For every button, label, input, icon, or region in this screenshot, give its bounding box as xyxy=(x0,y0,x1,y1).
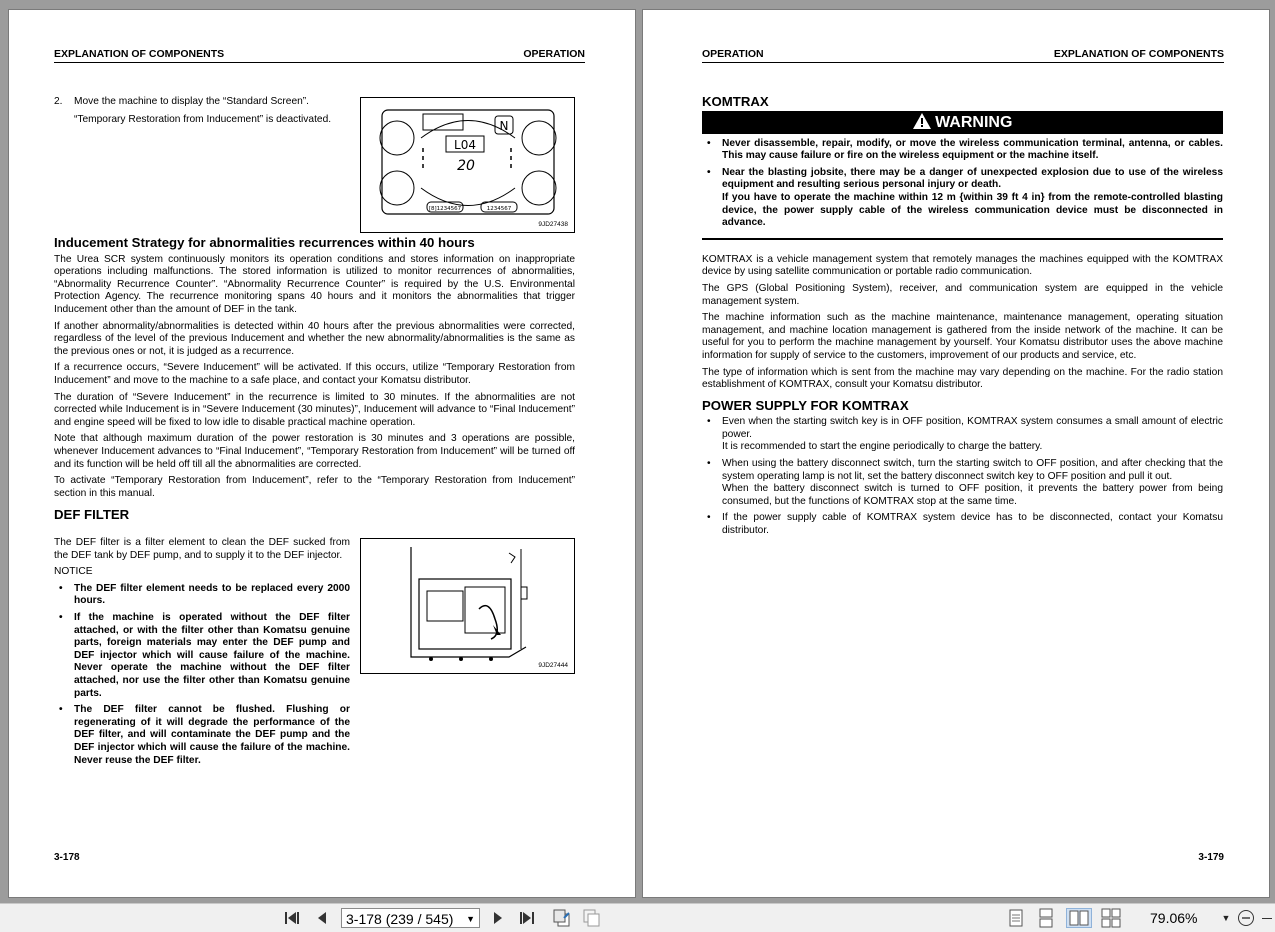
paragraph: The Urea SCR system continuously monitors its operation conditions and stores information on inappropriate operations including malfunctions. The stored information is utilized to monitor recurrences of abnormalities, “Abnormality Recurrence Counter”. “Abnormality Recurrence Counter” is required by the U.S. Environmental Protection Agency. The recurrence monitoring spans 40 hours and it monitors the abnormalities that trigger Inducement other than the amount of DEF in the tank. xyxy=(54,253,575,315)
page-header xyxy=(702,48,1224,63)
notice-list xyxy=(54,583,350,767)
warning-item: • Never disassemble, repair, modify, or move the wireless communication terminal, antenna, or cables. This may cause failure or fire on the wireless equipment or the machine itself. xyxy=(702,138,1223,163)
paragraph: The type of information which is sent from the machine may vary depending on the machine. For the radio station establishment of KOMTRAX, consult your Komatsu distributor. xyxy=(702,366,1223,391)
left-page xyxy=(9,10,635,897)
paragraph: To activate “Temporary Restoration from Inducement”, refer to the “Temporary Restoration from Inducement” section in this manual. xyxy=(54,475,575,499)
paragraph: If a recurrence occurs, “Severe Inducement” will be activated. If this occurs, utilize “Temporary Restoration from Inducement” and move to the machine to a safe place, and contact your Komatsu distributor. xyxy=(54,362,575,386)
continuous-facing-view-icon[interactable] xyxy=(1100,908,1122,928)
paragraph: The machine information such as the machine maintenance, maintenance management, operating situation management, and machine location management is gathered from the inside network of the machine. It can be useful for you to perform the machine management by yourself. Your Komatsu distributor uses the above machine information for supply of service to the customers, improvement of our products and service, etc. xyxy=(702,312,1223,361)
page-selector-value: 3-178 (239 / 545) xyxy=(346,911,454,927)
inducement-section xyxy=(54,237,575,526)
paragraph: KOMTRAX is a vehicle management system that remotely manages the machines equipped with the KOMTRAX device by using satellite communication or portable radio communication. xyxy=(702,253,1223,278)
page-number: 3-178 xyxy=(54,852,80,863)
warning-banner xyxy=(702,111,1223,134)
warning-item-text: If you have to operate the machine within 12 m {within 39 ft 4 in} from the remote-controlled blasting device, the power supply cable of the wireless communication device must be disconnected in advance. xyxy=(722,191,1223,229)
page-header xyxy=(54,48,585,63)
figure-code: 9JD27444 xyxy=(538,662,568,669)
warning-item-text: • Near the blasting jobsite, there may be a danger of unexpected explosion due to use of the wireless equipment and resulting serious personal injury or death. xyxy=(722,166,1223,191)
next-page-icon[interactable] xyxy=(489,908,507,928)
notice-item: • The DEF filter element needs to be replaced every 2000 hours. xyxy=(54,583,350,608)
warning-item xyxy=(702,167,1223,230)
warning-label: WARNING xyxy=(935,113,1013,131)
item-text: When the battery disconnect switch is turned to OFF position, it prevents the battery power from being consumed, but the functions of KOMTRAX stop at the same time. xyxy=(722,483,1223,507)
header-right: OPERATION xyxy=(523,48,585,60)
gear-readout: L04 xyxy=(454,138,476,152)
notice-item: • The DEF filter cannot be flushed. Flushing or regenerating of it will degrade the performance of the DEF filter, and will contaminate the DEF pump and the DEF injector which will cause the failure of the machine. Never reuse the DEF filter. xyxy=(54,704,350,767)
figure-code: 9JD27438 xyxy=(538,221,568,228)
power-supply-list xyxy=(702,416,1223,537)
header-left: EXPLANATION OF COMPONENTS xyxy=(54,48,225,60)
monitor-figure xyxy=(360,97,575,233)
item-text: It is recommended to start the engine periodically to charge the battery. xyxy=(722,441,1043,453)
step-note: “Temporary Restoration from Inducement” is deactivated. xyxy=(74,113,332,125)
item-text: • When using the battery disconnect switch, turn the starting switch to OFF position, and after checking that the system operating lamp is not lit, set the battery disconnect switch key to OFF position and pull it out. xyxy=(722,458,1223,482)
zoom-slider-track[interactable] xyxy=(1262,908,1272,928)
power-supply-item xyxy=(702,458,1223,508)
page-number: 3-179 xyxy=(1198,852,1224,863)
single-page-view-icon[interactable] xyxy=(1006,908,1026,928)
notice-label: NOTICE xyxy=(54,566,93,578)
warning-list xyxy=(702,138,1223,230)
odometer-left: [8]1234567 xyxy=(428,206,462,212)
paragraph: Note that although maximum duration of the power restoration is 30 minutes and 3 operations are possible, whenever Inducement advances to “Final Inducement”, “Temporary Restoration from Inducement” will be turned off and its function will be held off till all the abnormalities are corrected. xyxy=(54,433,575,470)
viewer-toolbar xyxy=(0,903,1275,932)
power-supply-item xyxy=(702,416,1223,454)
paragraph: The duration of “Severe Inducement” in the recurrence is limited to 30 minutes. If the abnormalities are not corrected while Inducement is in “Severe Inducement (30 minutes)”, Inducement will advance to “Final Inducement” and engine speed will be fixed to low idle to disable practical machine operation. xyxy=(54,391,575,428)
chevron-down-icon: ▼ xyxy=(466,914,475,924)
warning-box xyxy=(702,111,1223,240)
section-heading: POWER SUPPLY FOR KOMTRAX xyxy=(702,397,909,413)
def-filter-section xyxy=(54,537,350,771)
paragraph: The GPS (Global Positioning System), receiver, and communication system are equipped in the vehicle management system. xyxy=(702,282,1223,307)
def-filter-figure xyxy=(360,538,575,674)
step-number: 2. xyxy=(54,96,63,107)
komtrax-section xyxy=(702,96,1223,542)
page-selector[interactable] xyxy=(341,908,480,928)
def-filter-illustration xyxy=(361,539,574,673)
power-supply-item: • If the power supply cable of KOMTRAX system device has to be disconnected, contact your Komatsu distributor. xyxy=(702,512,1223,537)
copy-page-icon[interactable] xyxy=(551,908,573,928)
facing-pages-view-icon[interactable] xyxy=(1066,908,1092,928)
first-page-icon[interactable] xyxy=(282,908,302,928)
item-text: • Even when the starting switch key is in OFF position, KOMTRAX system consumes a small amount of electric power. xyxy=(722,416,1223,440)
continuous-view-icon[interactable] xyxy=(1036,908,1056,928)
last-page-icon[interactable] xyxy=(517,908,537,928)
paragraph: The DEF filter is a filter element to clean the DEF sucked from the DEF tank by DEF pump, and to supply it to the DEF injector. xyxy=(54,537,350,561)
right-page xyxy=(643,10,1269,897)
zoom-dropdown-icon[interactable]: ▼ xyxy=(1221,913,1231,923)
notice-item: • If the machine is operated without the DEF filter attached, or with the filter other than Komatsu genuine parts, foreign materials may enter the DEF pump and DEF injector which will cause failure of the machine. Never operate the machine without the DEF filter attached, nor use the filter other than Komatsu genuine parts. xyxy=(54,612,350,700)
odometer-right: 1234567 xyxy=(486,206,512,212)
neutral-indicator: N xyxy=(499,119,509,133)
monitor-illustration xyxy=(361,98,574,232)
step-2 xyxy=(54,96,354,126)
header-right: EXPLANATION OF COMPONENTS xyxy=(1053,48,1224,60)
paragraph: If another abnormality/abnormalities is detected within 40 hours after the previous abnormalities were corrected, regardless of the level of the previous Inducement and whether the new abnormality/abnormalities is the same as the previous ones or not, it is judged as a recurrence. xyxy=(54,320,575,357)
header-left: OPERATION xyxy=(702,48,764,60)
zoom-out-icon[interactable] xyxy=(1236,908,1256,928)
paste-page-icon[interactable] xyxy=(581,908,603,928)
warning-triangle-icon xyxy=(913,113,931,129)
prev-page-icon[interactable] xyxy=(313,908,331,928)
zoom-level[interactable]: 79.06% xyxy=(1150,910,1198,926)
section-heading: KOMTRAX xyxy=(702,94,769,109)
section-heading: Inducement Strategy for abnormalities recurrences within 40 hours xyxy=(54,235,475,250)
speed-readout: 20 xyxy=(457,158,475,174)
step-text: Move the machine to display the “Standard Screen”. xyxy=(74,96,310,107)
section-heading: DEF FILTER xyxy=(54,507,130,523)
